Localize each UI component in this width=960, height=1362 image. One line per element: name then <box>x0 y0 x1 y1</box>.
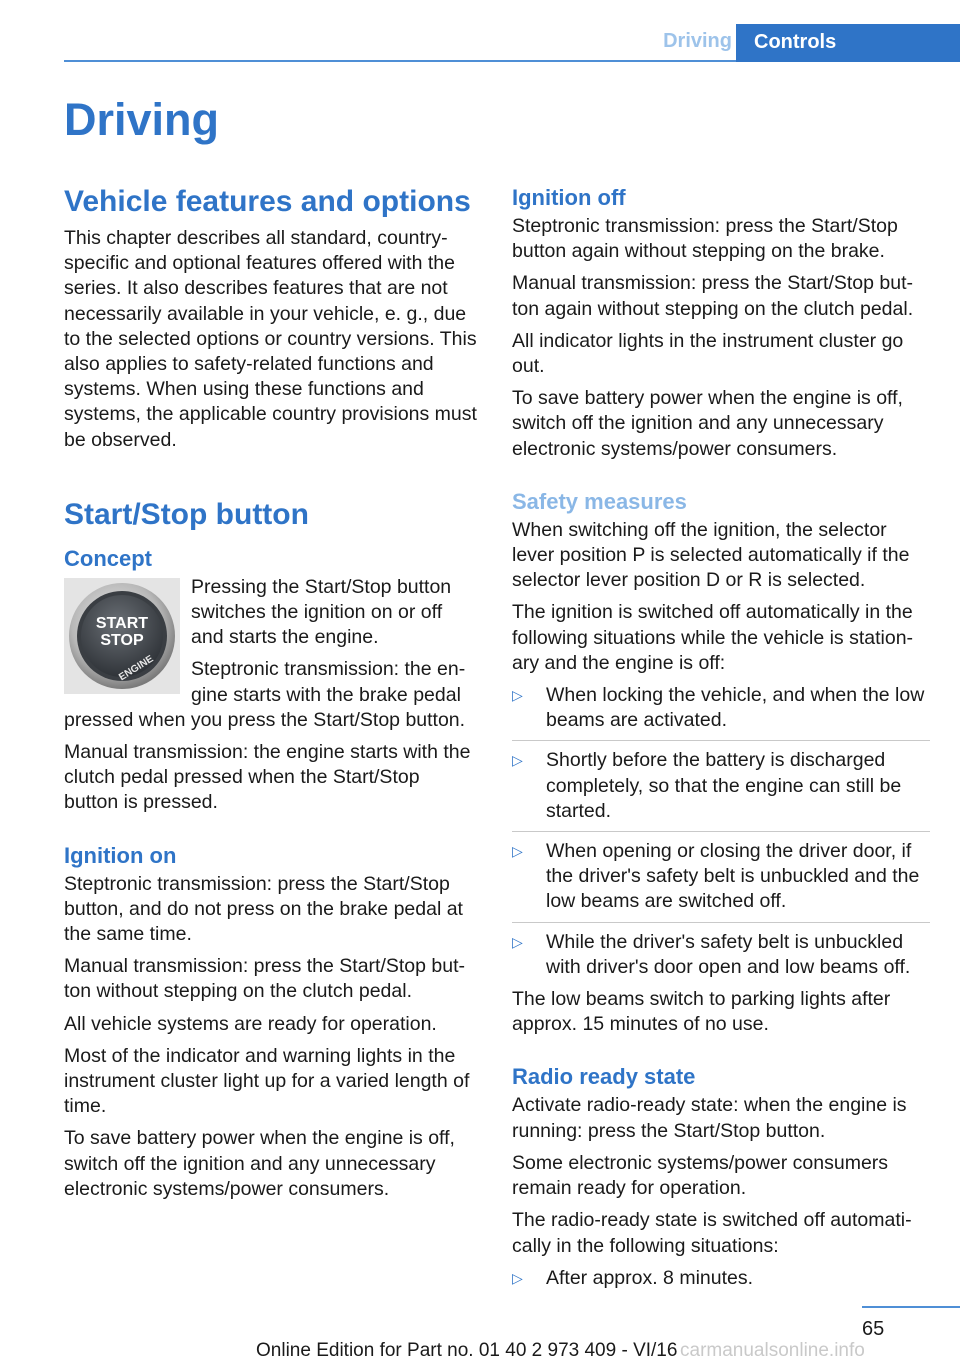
vehicle-features-heading: Vehicle features and options <box>64 185 471 218</box>
safety-heading: Safety measures <box>512 488 687 514</box>
right-column <box>512 184 930 1298</box>
radio-paragraph-2: Some electronic systems/power consumers remain ready for operation. <box>512 1151 889 1200</box>
start-stop-button-icon <box>64 578 180 694</box>
button-label-stop: STOP <box>100 631 144 649</box>
tab-controls[interactable]: Controls <box>736 24 960 62</box>
list-item-text: When locking the vehicle, and when the low beams are activated. <box>546 684 925 732</box>
start-stop-button-image <box>64 578 180 694</box>
ignition-on-paragraph-5: To save battery power when the engine is off, switch off the ignition and any unnecessary electronic systems/power consumers. <box>64 1127 455 1200</box>
concept-paragraph-2: Steptronic transmission: the en-gine starts with the brake pedal pressed when you press the Start/Stop button. <box>64 658 466 731</box>
ignition-on-paragraph-1: Steptronic transmission: press the Start/Stop button, and do not press on the brake pedal at the same time. <box>64 872 463 946</box>
radio-paragraph-3: The radio-ready state is switched off automati-cally in the following situations: <box>512 1209 912 1257</box>
safety-paragraph-2: The ignition is switched off automatically in the following situations while the vehicle is station-ary and the engine is off: <box>512 601 914 674</box>
concept-paragraph-1: Pressing the Start/Stop button switches the ignition on or off and starts the engine. <box>191 575 452 649</box>
list-item <box>512 839 930 923</box>
list-item <box>512 683 930 741</box>
ignition-off-heading: Ignition off <box>512 185 626 210</box>
triangle-bullet-icon: ▷ <box>512 933 523 950</box>
left-column <box>64 184 479 1209</box>
ignition-on-paragraph-3: All vehicle systems are ready for operation. <box>64 1012 437 1035</box>
vehicle-features-text: This chapter describes all standard, country-specific and optional features offered with the series. It also describes features that are not necessarily available in your vehicle, e. g., due to the selected options or country versions. This also applies to safety-related functions and systems. When using these functions and systems, the applicable country provisions must be observed. <box>64 227 477 451</box>
ignition-off-paragraph-4: To save battery power when the engine is off, switch off the ignition and any unnecessary electronic systems/power consumers. <box>512 387 903 460</box>
safety-paragraph-3: The low beams switch to parking lights after approx. 15 minutes of no use. <box>512 988 891 1036</box>
list-item <box>512 930 930 980</box>
list-item-text: When opening or closing the driver door, if the driver's safety belt is unbuckled and the low beams are switched off. <box>546 840 920 913</box>
radio-list <box>512 1266 930 1291</box>
ignition-off-paragraph-2: Manual transmission: press the Start/Stop but-ton again without stepping on the clutch pedal. <box>512 272 914 320</box>
list-item-text: Shortly before the battery is discharged completely, so that the engine can still be started. <box>546 749 902 822</box>
list-item <box>512 1266 930 1291</box>
ignition-off-paragraph-1: Steptronic transmission: press the Start/Stop button again without stepping on the brake. <box>512 215 898 263</box>
ignition-off-paragraph-3: All indicator lights in the instrument cluster go out. <box>512 329 904 378</box>
page-header <box>0 0 960 62</box>
list-item-text: While the driver's safety belt is unbuckled with driver's door open and low beams off. <box>546 930 911 978</box>
list-item-text: After approx. 8 minutes. <box>546 1266 754 1289</box>
footer-rule <box>862 1306 960 1308</box>
ignition-on-paragraph-2: Manual transmission: press the Start/Stop but-ton without stepping on the clutch pedal. <box>64 955 466 1003</box>
triangle-bullet-icon: ▷ <box>512 1269 523 1286</box>
radio-heading: Radio ready state <box>512 1064 696 1090</box>
safety-list <box>512 683 930 980</box>
tab-driving[interactable]: Driving <box>663 30 732 52</box>
button-label-engine: ENGINE <box>117 653 156 684</box>
concept-paragraph-3: Manual transmission: the engine starts with the clutch pedal pressed when the Start/Stop button is pressed. <box>64 741 471 814</box>
page-number: 65 <box>862 1318 885 1340</box>
button-label-start: START <box>95 614 149 632</box>
list-item <box>512 748 930 832</box>
watermark: carmanualsonline.info <box>680 1340 865 1361</box>
edition-text: Online Edition for Part no. 01 40 2 973 409 - VI/16 <box>256 1340 678 1361</box>
concept-block <box>64 575 479 740</box>
start-stop-heading: Start/Stop button <box>64 497 309 531</box>
ignition-on-paragraph-4: Most of the indicator and warning lights in the instrument cluster light up for a varied length of time. <box>64 1044 470 1118</box>
chapter-title: Driving <box>64 94 220 145</box>
ignition-on-heading: Ignition on <box>64 842 177 868</box>
safety-paragraph-1: When switching off the ignition, the selector lever position P is selected automatically if the selector lever position D or R is selected. <box>512 518 910 592</box>
triangle-bullet-icon: ▷ <box>512 687 523 704</box>
triangle-bullet-icon: ▷ <box>512 752 523 769</box>
concept-heading: Concept <box>64 545 152 571</box>
radio-paragraph-1: Activate radio-ready state: when the engine is running: press the Start/Stop button. <box>512 1094 907 1142</box>
triangle-bullet-icon: ▷ <box>512 843 523 860</box>
